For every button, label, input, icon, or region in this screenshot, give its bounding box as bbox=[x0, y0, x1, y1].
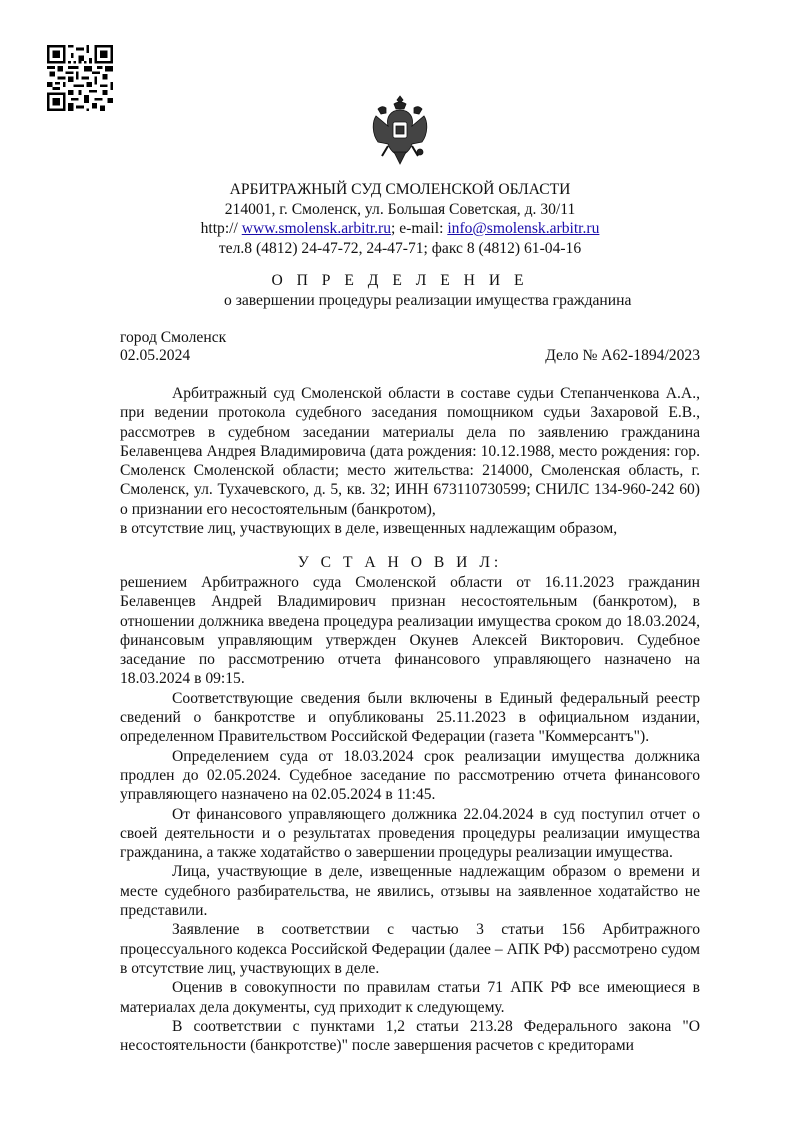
document-city: город Смоленск bbox=[120, 329, 227, 346]
main-paragraph: Заявление в соответствии с частью 3 статьи 156 Арбитражного процессуального кодекса Российской Федерации (далее – АПК РФ) рассмотрено судом в отсутствие лиц, участвующих в деле. bbox=[120, 921, 700, 977]
main-section bbox=[120, 573, 700, 1055]
main-paragraph: От финансового управляющего должника 22.04.2024 в суд поступил отчет о своей деятельности и о результатах проведения процедуры реализации имущества гражданина, а также ходатайство о завершении процедуры реализации имущества. bbox=[120, 805, 700, 862]
main-paragraph: Оценив в совокупности по правилам статьи 71 АПК РФ все имеющиеся в материалах дела документы, суд приходит к следующему. bbox=[120, 979, 700, 1016]
main-paragraph: В соответствии с пунктами 1,2 статьи 213.28 Федерального закона "О несостоятельности (банкротстве)" после завершения расчетов с кредиторами bbox=[120, 1017, 700, 1055]
intro-paragraph: в отсутствие лиц, участвующих в деле, извещенных надлежащим образом, bbox=[120, 520, 618, 538]
website-link[interactable]: www.smolensk.arbitr.ru bbox=[241, 220, 392, 237]
court-address: 214001, г. Смоленск, ул. Большая Советская, д. 30/11 bbox=[224, 200, 576, 218]
court-name: АРБИТРАЖНЫЙ СУД СМОЛЕНСКОЙ ОБЛАСТИ bbox=[229, 181, 571, 198]
document-date: 02.05.2024 bbox=[120, 347, 191, 364]
established-heading: У С Т А Н О В И Л: bbox=[297, 554, 503, 571]
email-link[interactable]: info@smolensk.arbitr.ru bbox=[447, 220, 600, 237]
web-prefix: http:// bbox=[200, 220, 242, 237]
intro-paragraph: Арбитражный суд Смоленской области в составе судьи Степанченкова А.А., при ведении протокола судебного заседания помощником судьи Захаровой Е.В., рассмотрев в судебном заседании материалы дела по заявлению гражданина Белавенцева Андрея Владимировича (дата рождения: 10.12.1988, место рождения: гор. Смоленск Смоленской области; место жительства: 214000, Смоленская область, г. Смоленск, ул. Тухачевского, д. 5, кв. 32; ИНН 673110730599; СНИЛС 134-960-242 60) о признании его несостоятельным (банкротом), bbox=[120, 385, 700, 518]
document-subject: о завершении процедуры реализации имущества гражданина bbox=[224, 292, 632, 309]
court-contacts bbox=[0, 219, 800, 239]
main-paragraph: Лица, участвующие в деле, извещенные надлежащим образом о времени и месте судебного разбирательства, не явились, отзывы на заявленное ходатайство не представили. bbox=[120, 863, 700, 920]
court-header bbox=[0, 180, 800, 258]
qr-code-icon bbox=[47, 45, 113, 111]
main-paragraph: Определением суда от 18.03.2024 срок реализации имущества должника продлен до 02.05.2024. Судебное заседание по рассмотрению отчета финансового управляющего назначено на 02.05.2024 в 11:45. bbox=[120, 747, 700, 804]
main-paragraph: Соответствующие сведения были включены в Единый федеральный реестр сведений о банкротстве и опубликованы 25.11.2023 в официальном издании, определенном Правительством Российской Федерации (газета "Коммерсантъ"). bbox=[120, 689, 700, 746]
court-phones: тел.8 (4812) 24-47-72, 24-47-71; факс 8 (4812) 61-04-16 bbox=[218, 239, 582, 257]
intro-section bbox=[120, 384, 700, 538]
email-prefix: ; e-mail: bbox=[391, 220, 448, 237]
case-number: Дело № А62-1894/2023 bbox=[545, 347, 700, 364]
main-paragraph: решением Арбитражного суда Смоленской области от 16.11.2023 гражданин Белавенцев Андрей Владимирович признан несостоятельным (банкротом), в отношении должника введена процедура реализации имущества сроком до 18.03.2024, финансовым управляющим утвержден Окунев Алексей Викторович. Судебное заседание по рассмотрению отчета финансового управляющего назначено на 18.03.2024 в 09:15. bbox=[120, 574, 700, 688]
coat-of-arms-icon bbox=[368, 94, 432, 166]
document-type: О П Р Е Д Е Л Е Н И Е bbox=[271, 272, 529, 289]
